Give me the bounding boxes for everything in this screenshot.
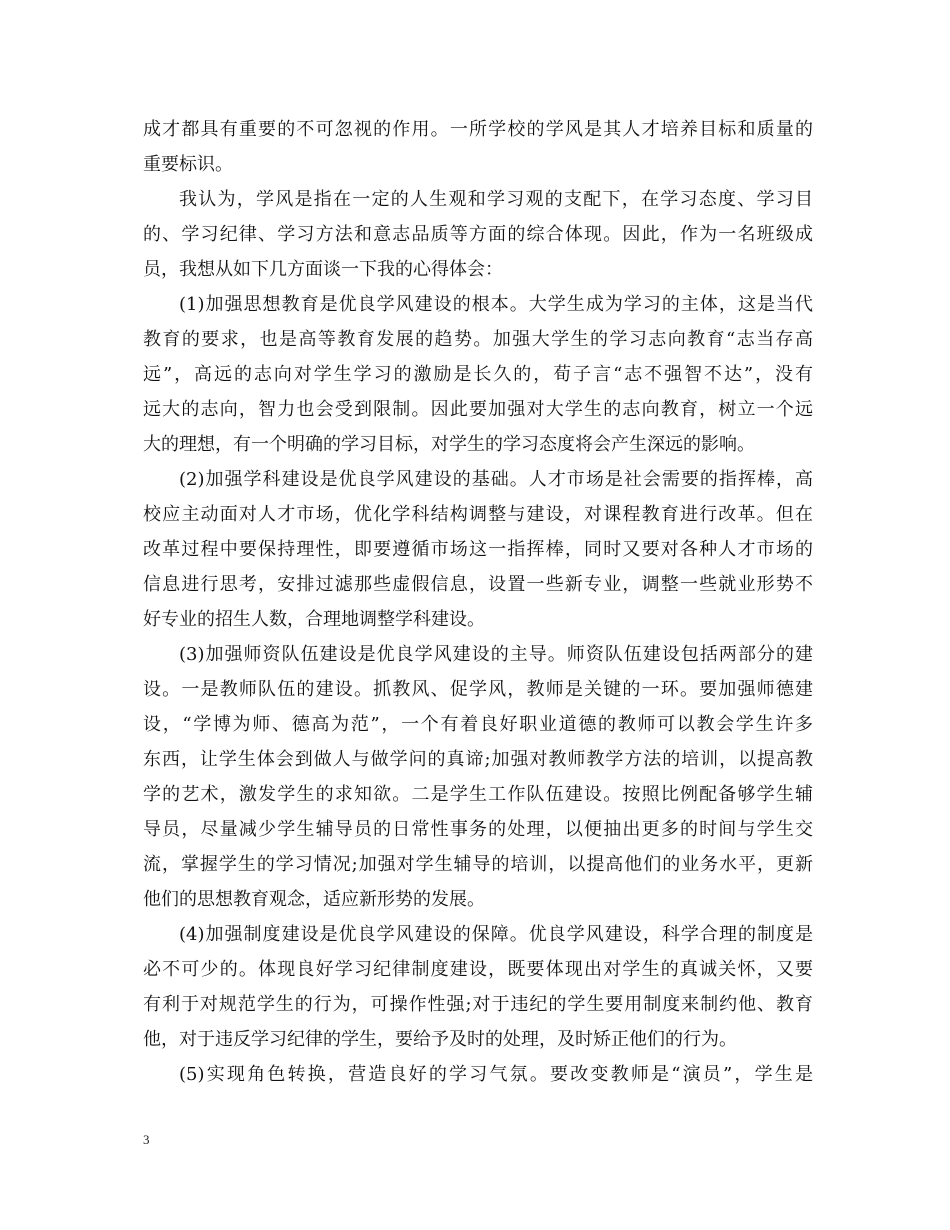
page-number: 3 [143,1132,150,1147]
text-line: 好专业的招生人数，合理地调整学科建设。 [143,609,485,630]
text-line: (3)加强师资队伍建设是优良学风建设的主导。师资队伍建设包括两部分的建 [179,644,813,665]
text-line: (1)加强思想教育是优良学风建设的根本。大学生成为学习的主体，这是当代 [179,294,813,315]
body-text [143,112,813,1092]
paragraph-point-1 [143,287,813,462]
text-line: 他们的思想教育观念，适应新形势的发展。 [143,889,485,910]
text-line: 东西，让学生体会到做人与做学问的真谛;加强对教师教学方法的培训，以提高教 [143,749,813,770]
text-line: (2)加强学科建设是优良学风建设的基础。人才市场是社会需要的指挥棒，高 [179,469,813,490]
paragraph-intro-tail [143,112,813,182]
text-line: 远”，高远的志向对学生学习的激励是长久的，荀子言“志不强智不达”，没有 [143,364,813,385]
text-line: 学的艺术，激发学生的求知欲。二是学生工作队伍建设。按照比例配备够学生辅 [143,784,813,805]
text-line: 重要标识。 [143,154,233,175]
text-line: 有利于对规范学生的行为，可操作性强;对于违纪的学生要用制度来制约他、教育 [143,994,813,1015]
paragraph-point-4 [143,917,813,1057]
text-line: 他，对于违反学习纪律的学生，要给予及时的处理，及时矫正他们的行为。 [143,1029,737,1050]
text-line: 教育的要求，也是高等教育发展的趋势。加强大学生的学习志向教育“志当存高 [143,329,813,350]
text-line: 设，“学博为师、德高为范”，一个有着良好职业道德的教师可以教会学生许多 [143,714,813,735]
text-line: (5)实现角色转换，营造良好的学习气氛。要改变教师是“演员”，学生是 [179,1064,813,1085]
text-line: 导员，尽量减少学生辅导员的日常性事务的处理，以便抽出更多的时间与学生交 [143,819,813,840]
text-line: 远大的志向，智力也会受到限制。因此要加强对大学生的志向教育，树立一个远 [143,399,813,420]
text-line: 大的理想，有一个明确的学习目标，对学生的学习态度将会产生深远的影响。 [143,434,755,455]
text-line: 改革过程中要保持理性，即要遵循市场这一指挥棒，同时又要对各种人才市场的 [143,539,813,560]
paragraph-point-3 [143,637,813,917]
text-line: 流，掌握学生的学习情况;加强对学生辅导的培训，以提高他们的业务水平，更新 [143,854,813,875]
paragraph-point-5 [143,1057,813,1092]
text-line: 信息进行思考，安排过滤那些虚假信息，设置一些新专业，调整一些就业形势不 [143,574,813,595]
text-line: 成才都具有重要的不可忽视的作用。一所学校的学风是其人才培养目标和质量的 [143,119,813,140]
paragraph-point-2 [143,462,813,637]
paragraph-definition [143,182,813,287]
text-line: 校应主动面对人才市场，优化学科结构调整与建设，对课程教育进行改革。但在 [143,504,813,525]
text-line: 设。一是教师队伍的建设。抓教风、促学风，教师是关键的一环。要加强师德建 [143,679,813,700]
text-line: 必不可少的。体现良好学习纪律制度建设，既要体现出对学生的真诚关怀，又要 [143,959,813,980]
text-line: 我认为，学风是指在一定的人生观和学习观的支配下，在学习态度、学习目 [179,189,813,210]
text-line: 的、学习纪律、学习方法和意志品质等方面的综合体现。因此，作为一名班级成 [143,224,813,245]
text-line: 员，我想从如下几方面谈一下我的心得体会： [143,259,503,280]
text-line: (4)加强制度建设是优良学风建设的保障。优良学风建设，科学合理的制度是 [179,924,813,945]
